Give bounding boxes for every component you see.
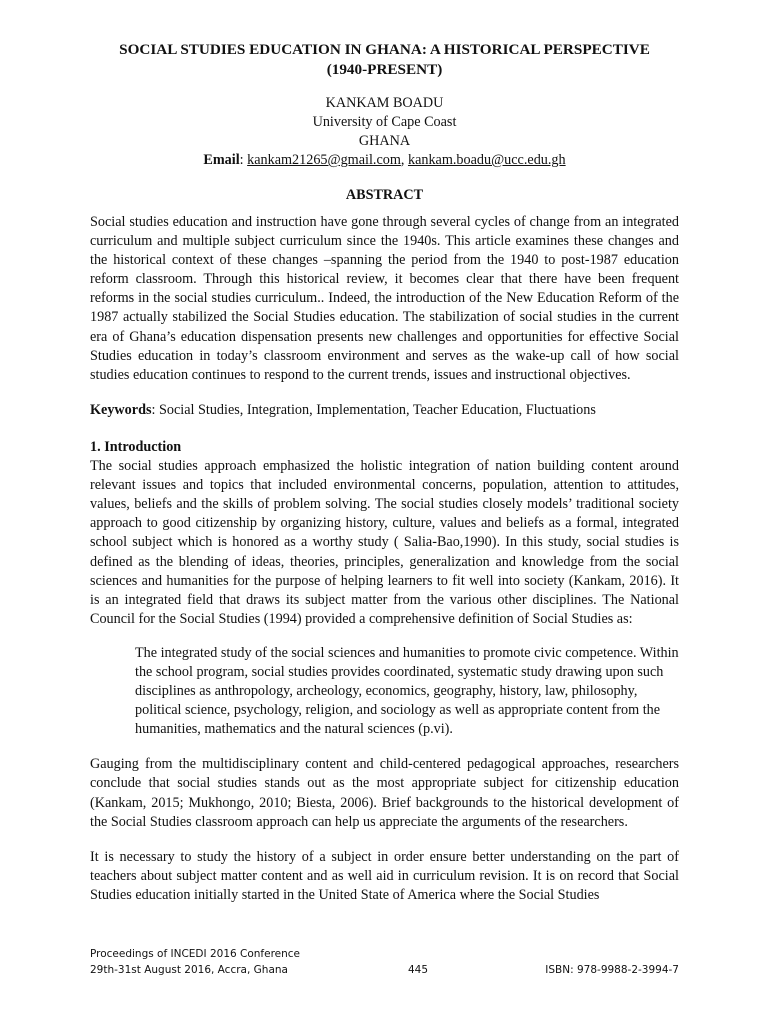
section-heading-introduction: 1. Introduction (90, 438, 182, 455)
page-number: 445 (408, 964, 429, 976)
author-block (90, 94, 679, 170)
author-email-line (90, 151, 679, 170)
email-link-2[interactable]: kankam.boadu@ucc.edu.gh (407, 152, 566, 168)
keywords-text: : Social Studies, Integration, Implementation, Teacher Education, Fluctuations (151, 401, 596, 418)
abstract-heading: ABSTRACT (345, 187, 424, 203)
email-comma: , (400, 152, 408, 168)
page-footer (90, 946, 679, 978)
email-label: Email (203, 152, 240, 168)
email-link-1[interactable]: kankam21265@gmail.com (247, 152, 401, 168)
keywords-line (90, 401, 679, 420)
paper-page (90, 40, 679, 905)
intro-paragraph-1: The social studies approach emphasized the holistic integration of nation building content around relevant issues and topics that included environmental concerns, population, attention to attitudes, values, beliefs and the skills of problem solving. The social studies closely models’ traditional society approach to good citizenship by organizing history, culture, values and beliefs as a formal, integrated school subject which is honored as a worthy study ( Salia-Bao,1990). In this study, social studies is defined as the blending of ideas, theories, principles, generalization and knowledge from the social sciences and humanities for the purpose of helping learners to fit well into society (Kankam, 2016). It is an integrated field that draws its subject matter from the various other disciplines. The National Council for the Social Studies (1994) provided a comprehensive definition of Social Studies as: (90, 458, 679, 627)
title-line-1: SOCIAL STUDIES EDUCATION IN GHANA: A HISTORICAL PERSPECTIVE (119, 41, 650, 58)
abstract-text: Social studies education and instruction have gone through several cycles of change from an integrated curriculum and multiple subject curriculum since the 1940s. This article examines these changes and the historical context of these changes –spanning the period from the 1940 to post-1987 education reform classroom. Through this historical review, it becomes clear that there have been frequent reforms in the social studies curriculum.. Indeed, the introduction of the New Education Reform of the 1987 actually stabilized the Social Studies education. The stabilization of social studies in the current era of Ghana’s education dispensation presents new challenges and opportunities for effective Social Studies education in today’s classroom environment and serves as the wake-up call of how social studies education continues to respond to the current trends, issues and instructional objectives. (90, 214, 679, 383)
email-separator: : (239, 152, 248, 168)
footer-isbn: ISBN: 978-9988-2-3994-7 (545, 964, 679, 976)
footer-row (90, 962, 679, 978)
footer-conference: Proceedings of INCEDI 2016 Conference (90, 948, 301, 960)
intro-paragraph-2: Gauging from the multidisciplinary content and child-centered pedagogical approaches, researchers conclude that social studies stands out as the most appropriate subject for citizenship education (Kankam, 2015; Mukhongo, 2010; Biesta, 2006). Brief backgrounds to the historical development of the Social Studies classroom approach can help us appreciate the arguments of the researchers. (90, 756, 679, 830)
block-quote: The integrated study of the social sciences and humanities to promote civic competence. Within the school program, social studies provides coordinated, systematic study drawing upon such disciplines as anthropology, archeology, economics, geography, history, law, philosophy, political science, psychology, religion, and sociology as well as appropriate content from the humanities, mathematics and the natural sciences (p.vi). (135, 644, 679, 738)
keywords-label: Keywords (90, 401, 152, 418)
author-name: KANKAM BOADU (325, 95, 444, 111)
intro-paragraph-3: It is necessary to study the history of a subject in order ensure better understanding on the part of teachers about subject matter content and as well aid in curriculum revision. It is on record that Social Studies education initially started in the United State of America where the Social Studies (90, 848, 679, 903)
footer-dates: 29th-31st August 2016, Accra, Ghana (90, 964, 288, 976)
author-affiliation: University of Cape Coast (312, 114, 457, 130)
title-line-2: (1940-PRESENT) (326, 61, 443, 78)
paper-title (90, 40, 679, 80)
author-country: GHANA (358, 133, 411, 149)
